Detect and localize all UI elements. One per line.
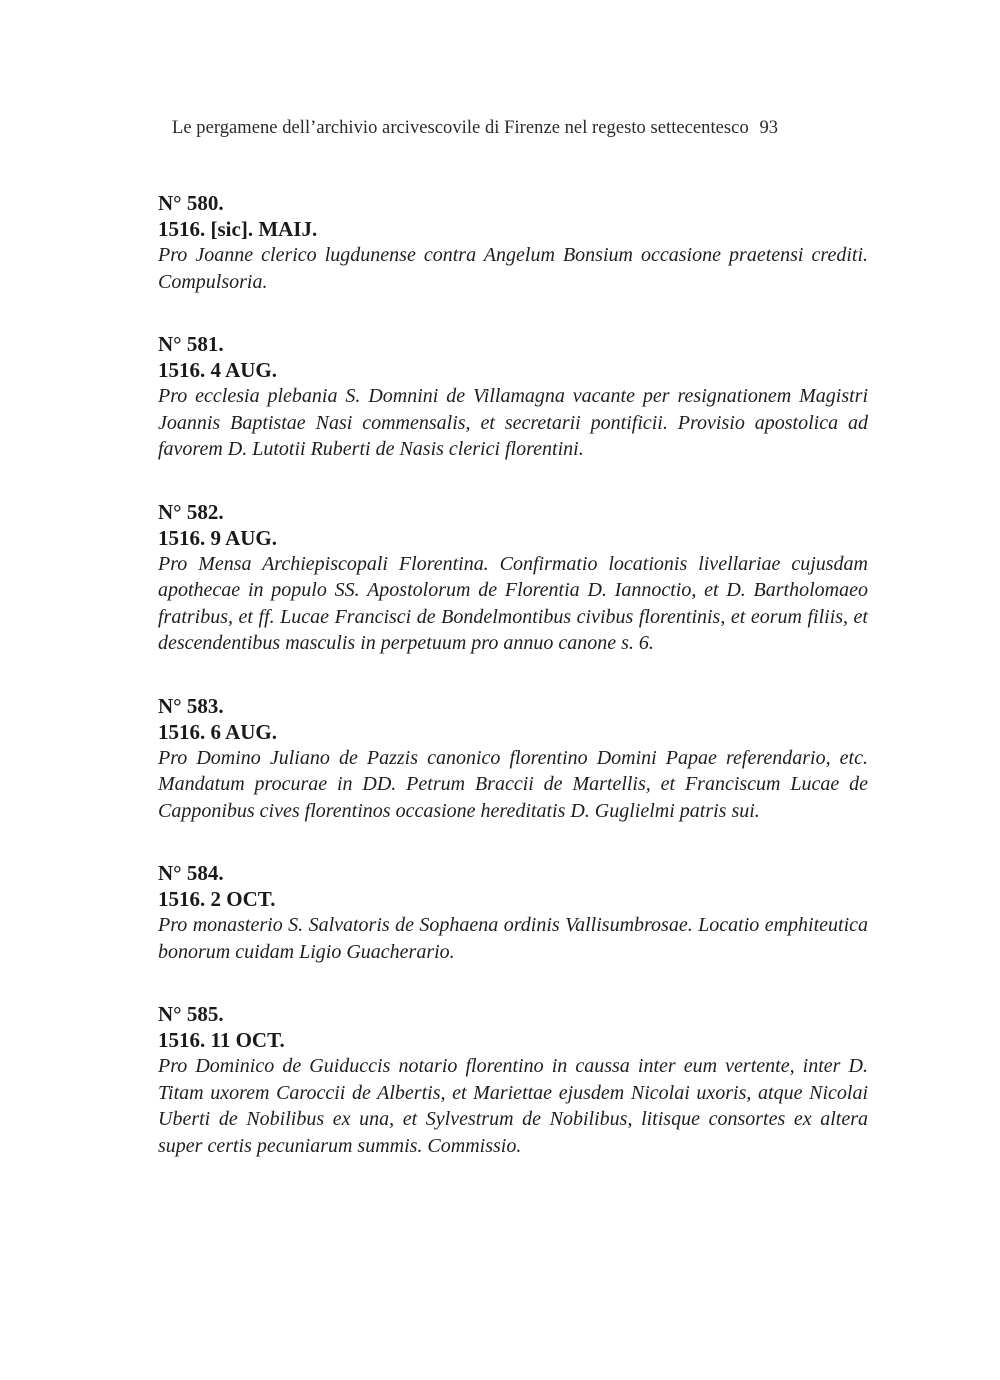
entry-date: 1516. [sic]. MAIJ. [158, 217, 318, 241]
entry-number: N° 582. [158, 499, 224, 524]
entry-text: Pro ecclesia plebania S. Domnini de Villamagna vacante per resignationem Magistri Joannis Baptistae Nasi commensalis, et secretarii pontificii. Provisio apostolica ad favorem D. Lutotii Ruberti de Nasis clerici florentini. [158, 385, 868, 460]
entry-number: N° 581. [158, 332, 224, 356]
entry-number: N° 585. [158, 1002, 224, 1026]
entry-text: Pro Mensa Archiepiscopali Florentina. Confirmatio locationis livellariae cujusdam apothecae in populo SS. Apostolorum de Florentia D. Iannoctio, et D. Bartholomaeo fratribus, et ff. Lucae Francisci de Bondelmontibus civibus florentinis, et eorum filiis, et descendentibus masculis in perpetuum pro annuo canone s. 6. [158, 552, 868, 654]
entry-list [158, 190, 868, 1195]
entry-582 [158, 499, 868, 657]
entry-584 [158, 860, 868, 965]
entry-date: 1516. 4 AUG. [158, 358, 278, 382]
entry-number: N° 583. [158, 693, 224, 718]
entry-585 [158, 1001, 868, 1159]
entry-text: Pro Dominico de Guiduccis notario florentino in caussa inter eum vertente, inter D. Titam uxorem Caroccii de Albertis, et Mariettae ejusdem Nicolai uxoris, atque Nicolai Uberti de Nobilibus ex una, et Sylvestrum de Nobilibus, litisque consortes ex altera super certis pecuniarum summis. Commissio. [158, 1055, 868, 1157]
entry-date: 1516. 2 OCT. [158, 887, 276, 911]
entry-text: Pro monasterio S. Salvatoris de Sophaena ordinis Vallisumbrosae. Locatio emphiteutica bonorum cuidam Ligio Guacherario. [158, 914, 868, 963]
entry-text: Pro Joanne clerico lugdunense contra Angelum Bonsium occasione praetensi crediti. Compulsoria. [158, 244, 868, 293]
entry-date: 1516. 11 OCT. [158, 1028, 285, 1052]
running-title: Le pergamene dell’archivio arcivescovile di Firenze nel regesto settecentesco [172, 118, 749, 138]
running-header [172, 118, 852, 139]
entry-date: 1516. 6 AUG. [158, 719, 278, 744]
entry-date: 1516. 9 AUG. [158, 525, 278, 550]
entry-583 [158, 693, 868, 825]
entry-text: Pro Domino Juliano de Pazzis canonico florentino Domini Papae referendario, etc. Mandatum procurae in DD. Petrum Braccii de Martellis, et Franciscum Lucae de Capponibus cives florentinos occasione hereditatis D. Guglielmi patris sui. [158, 746, 868, 822]
page-number: 93 [759, 118, 779, 138]
entry-number: N° 580. [158, 191, 224, 215]
entry-581 [158, 331, 868, 463]
entry-number: N° 584. [158, 861, 224, 885]
entry-580 [158, 190, 868, 295]
